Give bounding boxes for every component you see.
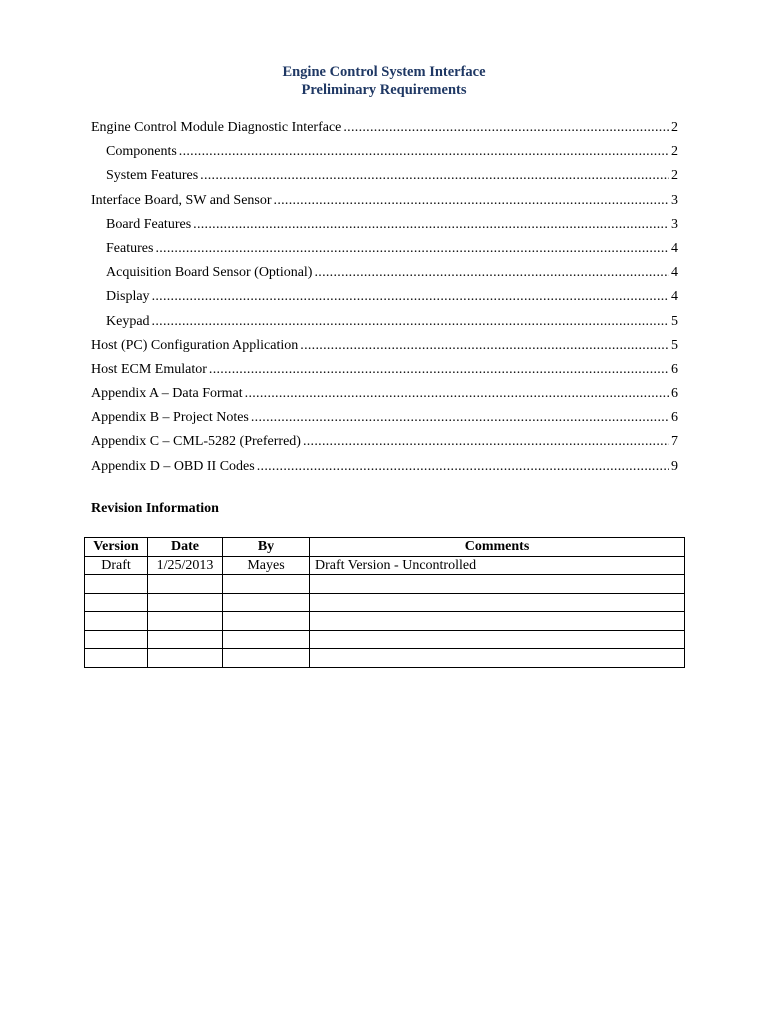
toc-leader-dots <box>152 286 669 308</box>
toc-leader-dots <box>343 117 669 139</box>
toc-entry-page: 9 <box>671 458 678 474</box>
toc-entry[interactable] <box>91 407 678 431</box>
toc-entry[interactable] <box>91 117 678 141</box>
toc-leader-dots <box>257 456 669 478</box>
toc-entry-page: 2 <box>671 120 678 135</box>
toc-entry[interactable] <box>91 165 678 189</box>
cell-version <box>85 630 148 649</box>
cell-comments <box>310 575 685 594</box>
toc-entry-title: Features <box>106 240 154 256</box>
toc-entry-title: Engine Control Module Diagnostic Interface <box>91 120 342 135</box>
column-header-by: By <box>223 538 310 557</box>
toc-entry-page: 2 <box>671 168 678 184</box>
toc-entry-page: 6 <box>671 361 678 377</box>
table-row <box>85 649 685 668</box>
toc-entry-page: 3 <box>671 216 678 232</box>
toc-entry-page: 6 <box>671 410 678 426</box>
toc-entry[interactable] <box>91 214 678 238</box>
cell-date <box>148 575 223 594</box>
toc-leader-dots <box>179 141 669 163</box>
toc-entry-page: 5 <box>671 337 678 353</box>
column-header-date: Date <box>148 538 223 557</box>
cell-version <box>85 649 148 668</box>
cell-date: 1/25/2013 <box>148 556 223 575</box>
cell-comments <box>310 612 685 631</box>
column-header-comments: Comments <box>310 538 685 557</box>
cell-by <box>223 575 310 594</box>
toc-entry-title: Keypad <box>106 313 150 329</box>
table-of-contents <box>91 117 678 480</box>
toc-entry-title: Host ECM Emulator <box>91 361 207 377</box>
toc-leader-dots <box>303 431 669 453</box>
table-row <box>85 593 685 612</box>
cell-date <box>148 649 223 668</box>
cell-date <box>148 612 223 631</box>
cell-version: Draft <box>85 556 148 575</box>
toc-entry-title: Appendix B – Project Notes <box>91 410 249 426</box>
toc-entry[interactable] <box>91 456 678 480</box>
toc-leader-dots <box>152 311 669 333</box>
toc-entry[interactable] <box>91 311 678 335</box>
toc-entry-page: 3 <box>671 192 678 208</box>
toc-leader-dots <box>274 190 669 212</box>
toc-entry[interactable] <box>91 431 678 455</box>
toc-entry[interactable] <box>91 141 678 165</box>
toc-leader-dots <box>193 214 669 236</box>
cell-comments <box>310 649 685 668</box>
toc-entry[interactable] <box>91 383 678 407</box>
toc-entry[interactable] <box>91 286 678 310</box>
toc-entry[interactable] <box>91 190 678 214</box>
toc-entry-page: 4 <box>671 240 678 256</box>
column-header-version: Version <box>85 538 148 557</box>
cell-version <box>85 575 148 594</box>
table-row <box>85 556 685 575</box>
cell-date <box>148 630 223 649</box>
cell-by <box>223 630 310 649</box>
toc-entry-page: 4 <box>671 289 678 305</box>
toc-entry-page: 7 <box>671 434 678 450</box>
toc-entry-title: Appendix C – CML-5282 (Preferred) <box>91 434 301 450</box>
toc-leader-dots <box>155 238 669 260</box>
toc-entry[interactable] <box>91 262 678 286</box>
toc-entry-page: 5 <box>671 313 678 329</box>
toc-entry-page: 6 <box>671 386 678 402</box>
cell-by <box>223 593 310 612</box>
toc-leader-dots <box>245 383 669 405</box>
toc-entry-title: Appendix D – OBD II Codes <box>91 458 255 474</box>
cell-by <box>223 612 310 631</box>
toc-entry-title: Appendix A – Data Format <box>91 386 243 402</box>
cell-comments <box>310 593 685 612</box>
cell-comments: Draft Version - Uncontrolled <box>310 556 685 575</box>
toc-entry-title: Host (PC) Configuration Application <box>91 337 299 353</box>
revision-heading: Revision Information <box>91 501 219 516</box>
toc-entry-page: 2 <box>671 144 678 160</box>
toc-entry-title: Board Features <box>106 216 192 232</box>
title-line-1: Engine Control System Interface <box>282 64 486 80</box>
toc-entry-title: Interface Board, SW and Sensor <box>91 192 272 208</box>
toc-entry-title: Display <box>106 289 150 305</box>
toc-leader-dots <box>200 165 669 187</box>
cell-by: Mayes <box>223 556 310 575</box>
cell-by <box>223 649 310 668</box>
toc-entry[interactable] <box>91 359 678 383</box>
toc-leader-dots <box>300 335 669 357</box>
toc-entry-title: Acquisition Board Sensor (Optional) <box>106 265 313 281</box>
table-row <box>85 575 685 594</box>
toc-entry-title: System Features <box>106 168 199 184</box>
toc-entry-title: Components <box>106 144 177 160</box>
cell-version <box>85 593 148 612</box>
document-title <box>0 64 768 99</box>
title-line-2: Preliminary Requirements <box>301 81 467 98</box>
revision-table <box>84 537 685 668</box>
toc-leader-dots <box>251 407 669 429</box>
table-row <box>85 612 685 631</box>
toc-entry-page: 4 <box>671 265 678 281</box>
toc-entry[interactable] <box>91 335 678 359</box>
toc-leader-dots <box>314 262 669 284</box>
cell-date <box>148 593 223 612</box>
cell-comments <box>310 630 685 649</box>
cell-version <box>85 612 148 631</box>
toc-leader-dots <box>209 359 669 381</box>
table-row <box>85 630 685 649</box>
table-header-row <box>85 538 685 557</box>
toc-entry[interactable] <box>91 238 678 262</box>
